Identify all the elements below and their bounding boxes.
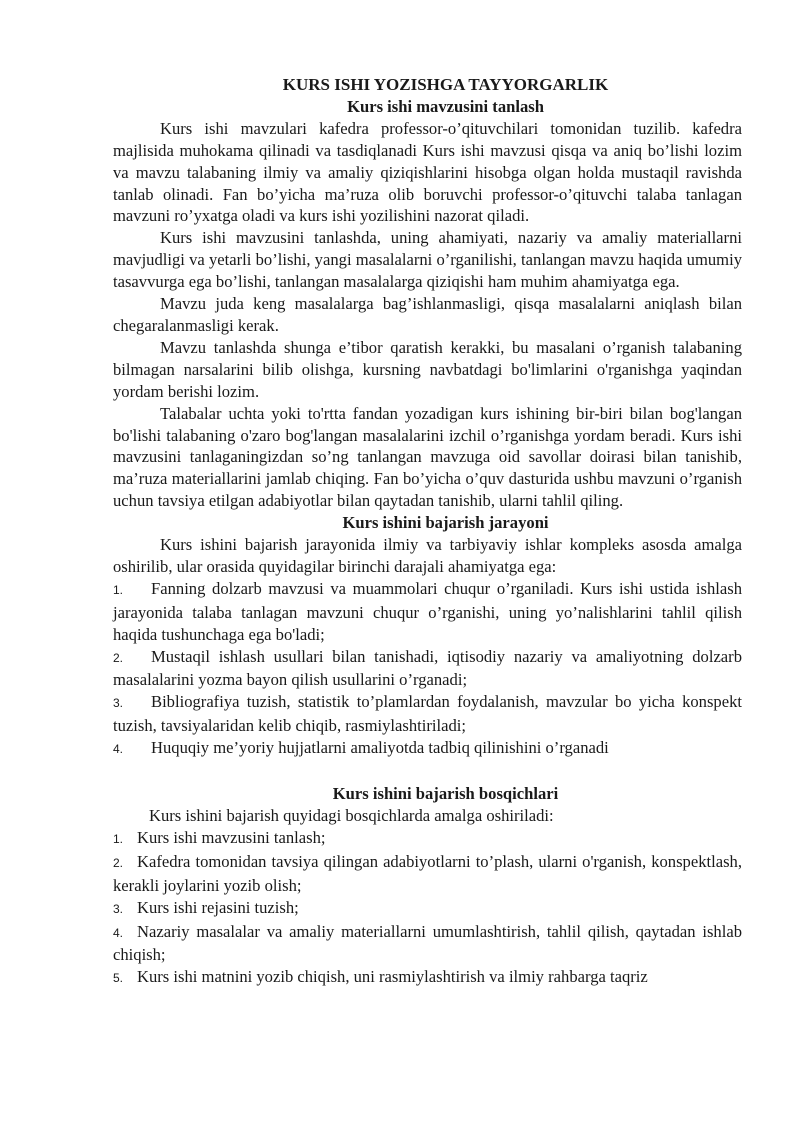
document-title: KURS ISHI YOZISHGA TAYYORGARLIK [282, 75, 609, 94]
list-item-text: Bibliografiya tuzish, statistik to’plamlardan foydalanish, mavzular bo yicha konspekt tuzish, tavsiyalaridan kelib chiqib, rasmiylashtiriladi; [113, 692, 742, 736]
list-item [113, 578, 742, 646]
paragraph: Mavzu juda keng masalalarga bag’ishlanmasligi, qisqa masalalarni aniqlash bilan chegaralanmasligi kerak. [113, 294, 742, 335]
paragraph: Kurs ishi mavzulari kafedra professor-o’qituvchilari tomonidan tuzilib. kafedra majlisida muhokama qilinadi va tasdiqlanadi Kurs ishi mavzusi qisqa va aniq bo’lishi lozim va mavzu talabaning ilmiy va amaliy qiziqishlarini hisobga olgan holda mustaqil ravishda tanlab olinadi. Fan bo’yicha ma’ruza olib boruvchi professor-o’qituvchi talaba tanlagan mavzuni ro’yxatga oladi va kurs ishi yozilishini nazorat qiladi. [113, 118, 742, 226]
paragraph: Kurs ishi mavzusini tanlashda, uning ahamiyati, nazariy va amaliy materiallarni mavjudligi va yetarli bo’lishi, yangi masalalarni o’rganilishi, tanlangan mavzu haqida umumiy tasavvurga ega bo’lishi, tanlangan masalalarga qiziqishi ham muhim ahamiyatga ega. [113, 228, 742, 292]
list-item [113, 966, 742, 990]
spacer [113, 761, 742, 783]
paragraph: Kurs ishini bajarish jarayonida ilmiy va tarbiyaviy ishlar kompleks asosda amalga oshirilib, ular orasida quyidagilar birinchi darajali ahamiyatga ega: [113, 535, 742, 576]
paragraph: Mavzu tanlashda shunga e’tibor qaratish kerakki, bu masalani o’rganish talabaning bilmagan narsalarini bilib olishga, kursning navbatdagi bo'limlarini o'rganishga yaqindan yordam berishi lozim. [113, 337, 742, 401]
list-item [113, 646, 742, 692]
list-item [113, 691, 742, 737]
list-item [113, 851, 742, 897]
paragraph: Kurs ishini bajarish quyidagi bosqichlarda amalga oshiriladi: [149, 806, 554, 825]
list-number: 5. [113, 971, 124, 986]
section-heading-process: Kurs ishini bajarish jarayoni [342, 513, 549, 533]
list-item-text: Kafedra tomonidan tavsiya qilingan adabiyotlarni to’plash, ularni o'rganish, konspektlash, kerakli joylarini yozib olish; [113, 851, 742, 895]
list-item [113, 921, 742, 967]
list-number: 3. [113, 901, 124, 916]
section-heading-topic-selection: Kurs ishi mavzusini tanlash [347, 96, 544, 116]
section-heading-stages: Kurs ishini bajarish bosqichlari [332, 784, 559, 804]
list-item-text: Kurs ishi rejasini tuzish; [137, 897, 299, 917]
list-item-text: Nazariy masalalar va amaliy materiallarni umumlashtirish, tahlil qilish, qaytadan ishlab chiqish; [113, 921, 742, 965]
list-number: 2. [113, 855, 124, 870]
list-item-text: Huquqiy me’yoriy hujjatlarni amaliyotda tadbiq qilinishini o’rganadi [151, 738, 609, 758]
list-item [113, 897, 742, 921]
list-number: 1. [113, 831, 124, 846]
list-item [113, 827, 742, 851]
document-page [113, 74, 742, 990]
list-item-text: Kurs ishi mavzusini tanlash; [137, 827, 326, 847]
list-number: 1. [113, 582, 124, 597]
list-number: 4. [113, 925, 124, 940]
list-item [113, 737, 742, 761]
list-item-text: Fanning dolzarb mavzusi va muammolari chuqur o’rganiladi. Kurs ishi ustida ishlash jarayonida talaba tanlagan mavzuni chuqur o’rganishi, uning yo’nalishlarini tahlil qilish haqida tushunchaga ega bo'ladi; [113, 578, 742, 644]
list-item-text: Kurs ishi matnini yozib chiqish, uni rasmiylashtirish va ilmiy rahbarga taqriz [137, 967, 648, 987]
paragraph: Talabalar uchta yoki to'rtta fandan yozadigan kurs ishining bir-biri bilan bog'langan bo'lishi talabaning o'zaro bog'langan masalalarini izchil o’rganishga yordam beradi. Kurs ishi mavzusini tanlaganingizdan so’ng tanlangan mavzuga oid savollar doirasi bilan tanishib, ma’ruza materiallarini jamlab chiqing. Fan bo’yicha o’quv dasturida ushbu mavzuni o’rganish uchun tavsiya etilgan adabiyotlar bilan qaytadan tanishib, ularni tahlil qiling. [113, 403, 742, 511]
list-number: 2. [113, 650, 124, 665]
list-item-text: Mustaqil ishlash usullari bilan tanishadi, iqtisodiy nazariy va amaliyotning dolzarb masalalarini yozma bayon qilish usullarini o’rganadi; [113, 646, 742, 690]
list-number: 4. [113, 742, 124, 757]
list-number: 3. [113, 696, 124, 711]
